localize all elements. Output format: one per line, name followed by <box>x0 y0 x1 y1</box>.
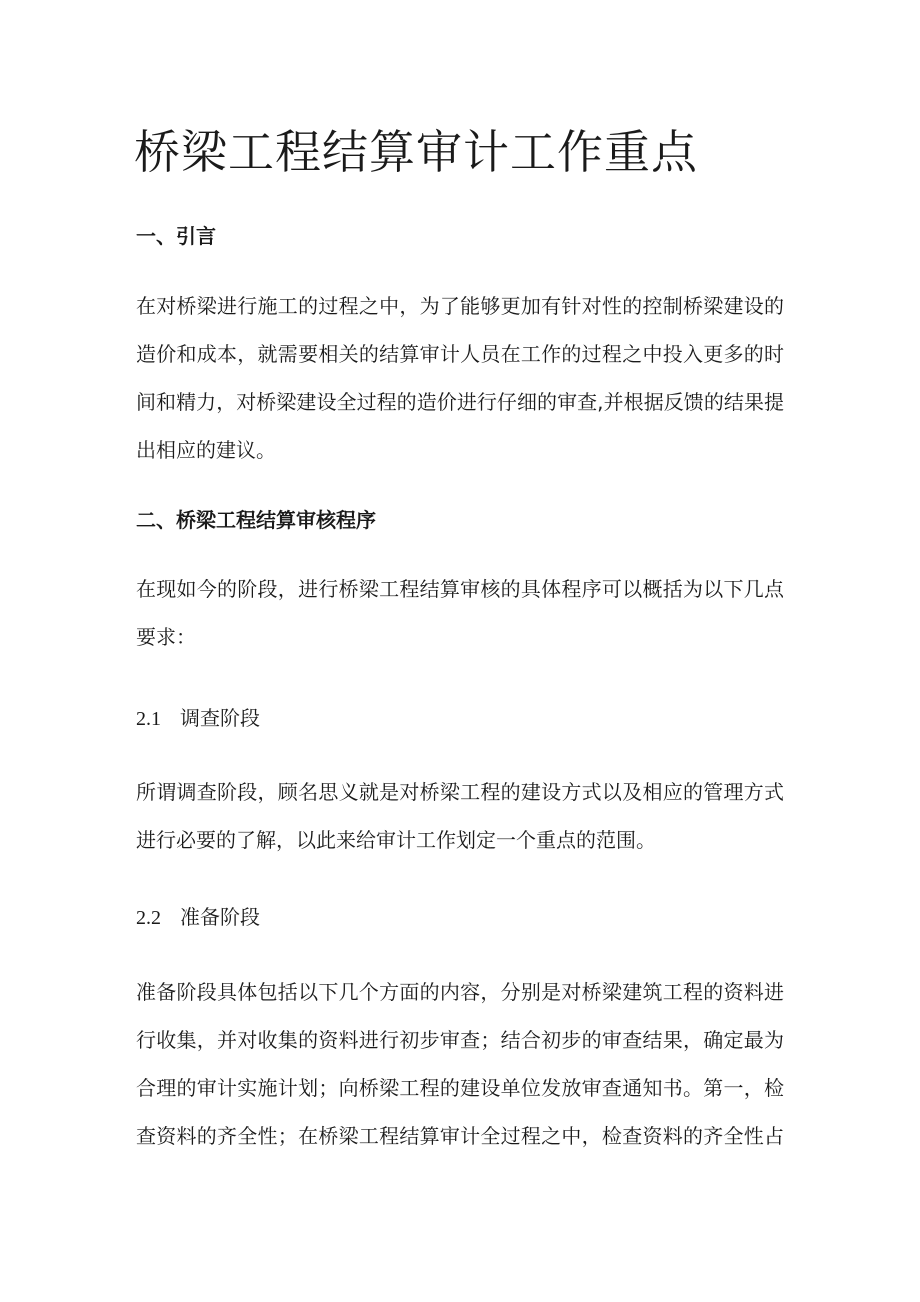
paragraph-line: 造价和成本，就需要相关的结算审计人员在工作的过程之中投入更多的时 <box>136 342 784 366</box>
subsection-heading-investigation <box>136 704 260 733</box>
paragraph-line: 在现如今的阶段，进行桥梁工程结算审核的具体程序可以概括为以下几点 <box>136 577 784 601</box>
subsection-title: 调查阶段 <box>180 706 260 730</box>
paragraph-line: 合理的审计实施计划；向桥梁工程的建设单位发放审查通知书。第一，检 <box>136 1076 784 1100</box>
section-paragraph-preparation <box>136 968 784 1160</box>
paragraph-line: 在对桥梁进行施工的过程之中，为了能够更加有针对性的控制桥梁建设的 <box>136 294 784 318</box>
subsection-number: 2.1 <box>136 708 161 730</box>
paragraph-line: 查资料的齐全性；在桥梁工程结算审计全过程之中，检查资料的齐全性占 <box>136 1124 784 1148</box>
section-paragraph-introduction <box>136 282 784 474</box>
paragraph-line: 所谓调查阶段，顾名思义就是对桥梁工程的建设方式以及相应的管理方式 <box>136 780 784 804</box>
section-paragraph-audit-procedure <box>136 565 784 661</box>
paragraph-line: 要求： <box>136 625 196 649</box>
section-heading-introduction: 一、引言 <box>136 224 216 248</box>
paragraph-line: 准备阶段具体包括以下几个方面的内容，分别是对桥梁建筑工程的资料进 <box>136 980 784 1004</box>
paragraph-line: 出相应的建议。 <box>136 438 276 462</box>
paragraph-line: 进行必要的了解，以此来给审计工作划定一个重点的范围。 <box>136 828 656 852</box>
paragraph-line: 间和精力，对桥梁建设全过程的造价进行仔细的审查,并根据反馈的结果提 <box>136 390 784 414</box>
document-title: 桥梁工程结算审计工作重点 <box>134 125 698 179</box>
subsection-heading-preparation <box>136 903 260 932</box>
subsection-number: 2.2 <box>136 907 161 929</box>
section-heading-audit-procedure: 二、桥梁工程结算审核程序 <box>136 508 376 532</box>
subsection-title: 准备阶段 <box>180 905 260 929</box>
paragraph-line: 行收集，并对收集的资料进行初步审查；结合初步的审查结果，确定最为 <box>136 1028 784 1052</box>
section-paragraph-investigation <box>136 768 784 864</box>
